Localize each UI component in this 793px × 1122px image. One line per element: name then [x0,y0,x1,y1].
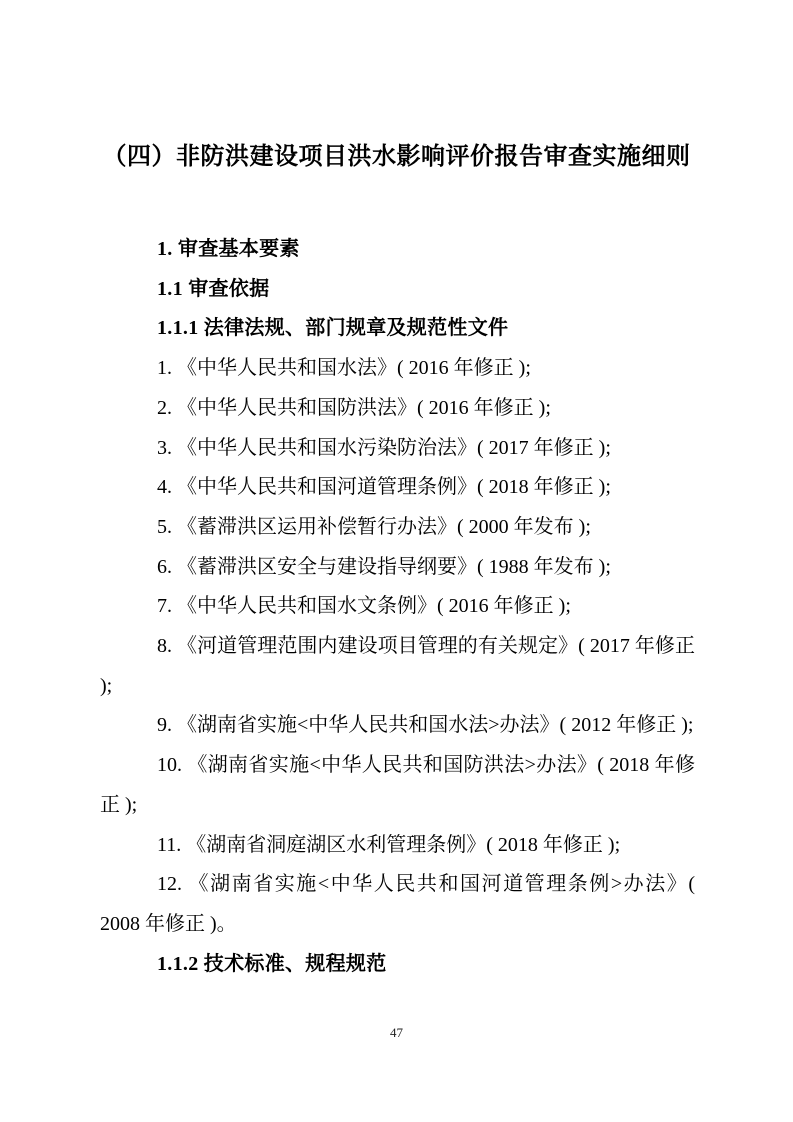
document-title: （四）非防洪建设项目洪水影响评价报告审查实施细则 [102,144,691,170]
legal-item: 9. 《湖南省实施<中华人民共和国水法>办法》( 2012 年修正 ); [157,714,694,737]
legal-item: 3. 《中华人民共和国水污染防治法》( 2017 年修正 ); [157,436,611,459]
heading-review-basic-elements: 1. 审查基本要素 [157,238,300,260]
heading-laws-regulations: 1.1.1 法律法规、部门规章及规范性文件 [157,317,509,340]
page-number: 47 [390,1025,403,1040]
heading-technical-standards: 1.1.2 技术标准、规程规范 [157,952,387,975]
legal-item: 5. 《蓄滞洪区运用补偿暂行办法》( 2000 年发布 ); [157,515,591,538]
legal-reference-list [100,349,695,945]
legal-item: 7. 《中华人民共和国水文条例》( 2016 年修正 ); [157,595,571,618]
legal-item: 4. 《中华人民共和国河道管理条例》( 2018 年修正 ); [157,476,611,499]
legal-item: 1. 《中华人民共和国水法》( 2016 年修正 ); [157,357,531,380]
legal-item: 6. 《蓄滞洪区安全与建设指导纲要》( 1988 年发布 ); [157,555,611,578]
legal-item: 12. 《湖南省实施<中华人民共和国河道管理条例>办法》( 2008 年修正 )。 [100,873,695,935]
legal-item: 2. 《中华人民共和国防洪法》( 2016 年修正 ); [157,396,551,419]
legal-item: 10. 《湖南省实施<中华人民共和国防洪法>办法》( 2018 年修正 ); [100,754,695,816]
legal-item: 8. 《河道管理范围内建设项目管理的有关规定》( 2017 年修正 ); [100,635,695,697]
heading-review-basis: 1.1 审查依据 [157,277,270,300]
document-body [100,230,695,984]
legal-item: 11. 《湖南省洞庭湖区水利管理条例》( 2018 年修正 ); [157,833,621,856]
